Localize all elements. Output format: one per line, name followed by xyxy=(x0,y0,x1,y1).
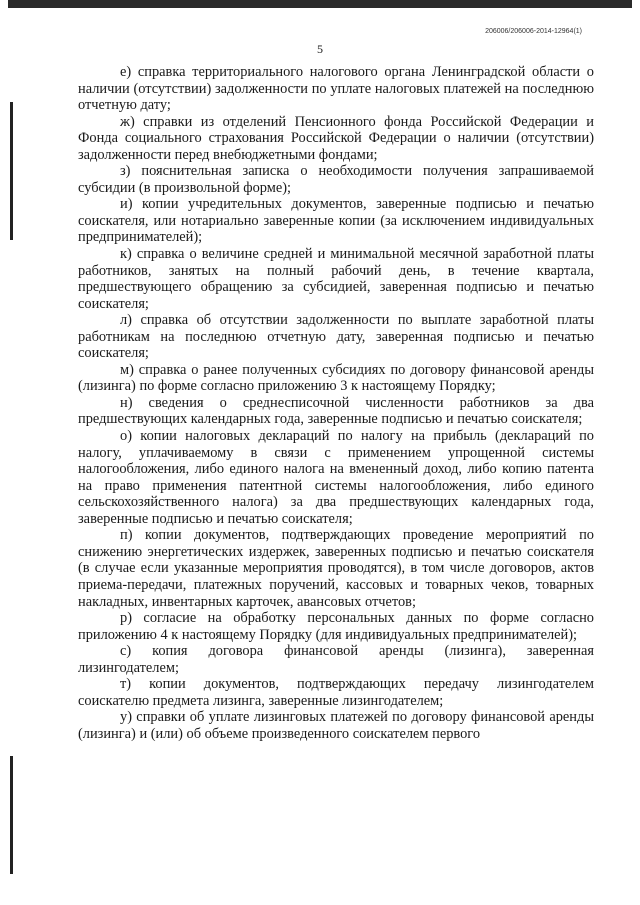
page-number: 5 xyxy=(317,42,323,56)
paragraph-e: е) справка территориального налогового органа Ленинградской области о наличии (отсутствии) задолженности по уплате налоговых платежей на последнюю отчетную дату; xyxy=(78,64,594,114)
paragraph-i: и) копии учредительных документов, заверенные подписью и печатью соискателя, или нотариально заверенные копии (за исключением индивидуальных предпринимателей); xyxy=(78,196,594,246)
paragraph-zh: ж) справки из отделений Пенсионного фонда Российской Федерации и Фонда социального страхования Российской Федерации о наличии (отсутствии) задолженности перед внебюджетными фондами; xyxy=(78,113,594,163)
scan-top-border xyxy=(8,0,632,8)
paragraph-k: к) справка о величине средней и минимальной месячной заработной платы работников, занятых на полный рабочий день, в течение квартала, предшествующего обращению за субсидией, заверенная подписью и печатью соискателя; xyxy=(78,246,594,312)
paragraph-p: п) копии документов, подтверждающих проведение мероприятий по снижению энергетических издержек, заверенных подписью и печатью соискателя (в случае если указанные мероприятия проводятся), в том числе договоров, актов приема-передачи, платежных поручений, кассовых и товарных чеков, товарных накладных, инвентарных карточек, авансовых отчетов; xyxy=(78,527,594,610)
paragraph-l: л) справка об отсутствии задолженности по выплате заработной платы работникам на последнюю отчетную дату, заверенная подписью и печатью соискателя; xyxy=(78,312,594,362)
paragraph-t: т) копии документов, подтверждающих передачу лизингодателем соискателю предмета лизинга, заверенные лизингодателем; xyxy=(78,676,594,709)
document-code: 206006/206006-2014-12964(1) xyxy=(485,28,582,35)
margin-marker xyxy=(10,102,13,240)
paragraph-o: о) копии налоговых деклараций по налогу на прибыль (деклараций по налогу, уплачиваемому в связи с применением упрощенной системы налогообложения, либо единого налога на вмененный доход, либо копию патента на право применения патентной системы налогообложения, либо единого сельскохозяйственного налога) за два предшествующих календарных года, заверенные подписью и печатью соискателя; xyxy=(78,428,594,527)
paragraph-s: с) копия договора финансовой аренды (лизинга), заверенная лизингодателем; xyxy=(78,643,594,676)
document-body xyxy=(78,64,594,742)
paragraph-r: р) согласие на обработку персональных данных по форме согласно приложению 4 к настоящему Порядку (для индивидуальных предпринимателей); xyxy=(78,610,594,643)
paragraph-n: н) сведения о среднесписочной численности работников за два предшествующих календарных года, заверенные подписью и печатью соискателя; xyxy=(78,394,594,428)
paragraph-m: м) справка о ранее полученных субсидиях по договору финансовой аренды (лизинга) по форме согласно приложению 3 к настоящему Порядку; xyxy=(78,361,594,395)
margin-marker xyxy=(10,756,13,874)
paragraph-z: з) пояснительная записка о необходимости получения запрашиваемой субсидии (в произвольной форме); xyxy=(78,163,594,196)
paragraph-u: у) справки об уплате лизинговых платежей по договору финансовой аренды (лизинга) и (или) об объеме произведенного соискателем первого xyxy=(78,709,594,742)
